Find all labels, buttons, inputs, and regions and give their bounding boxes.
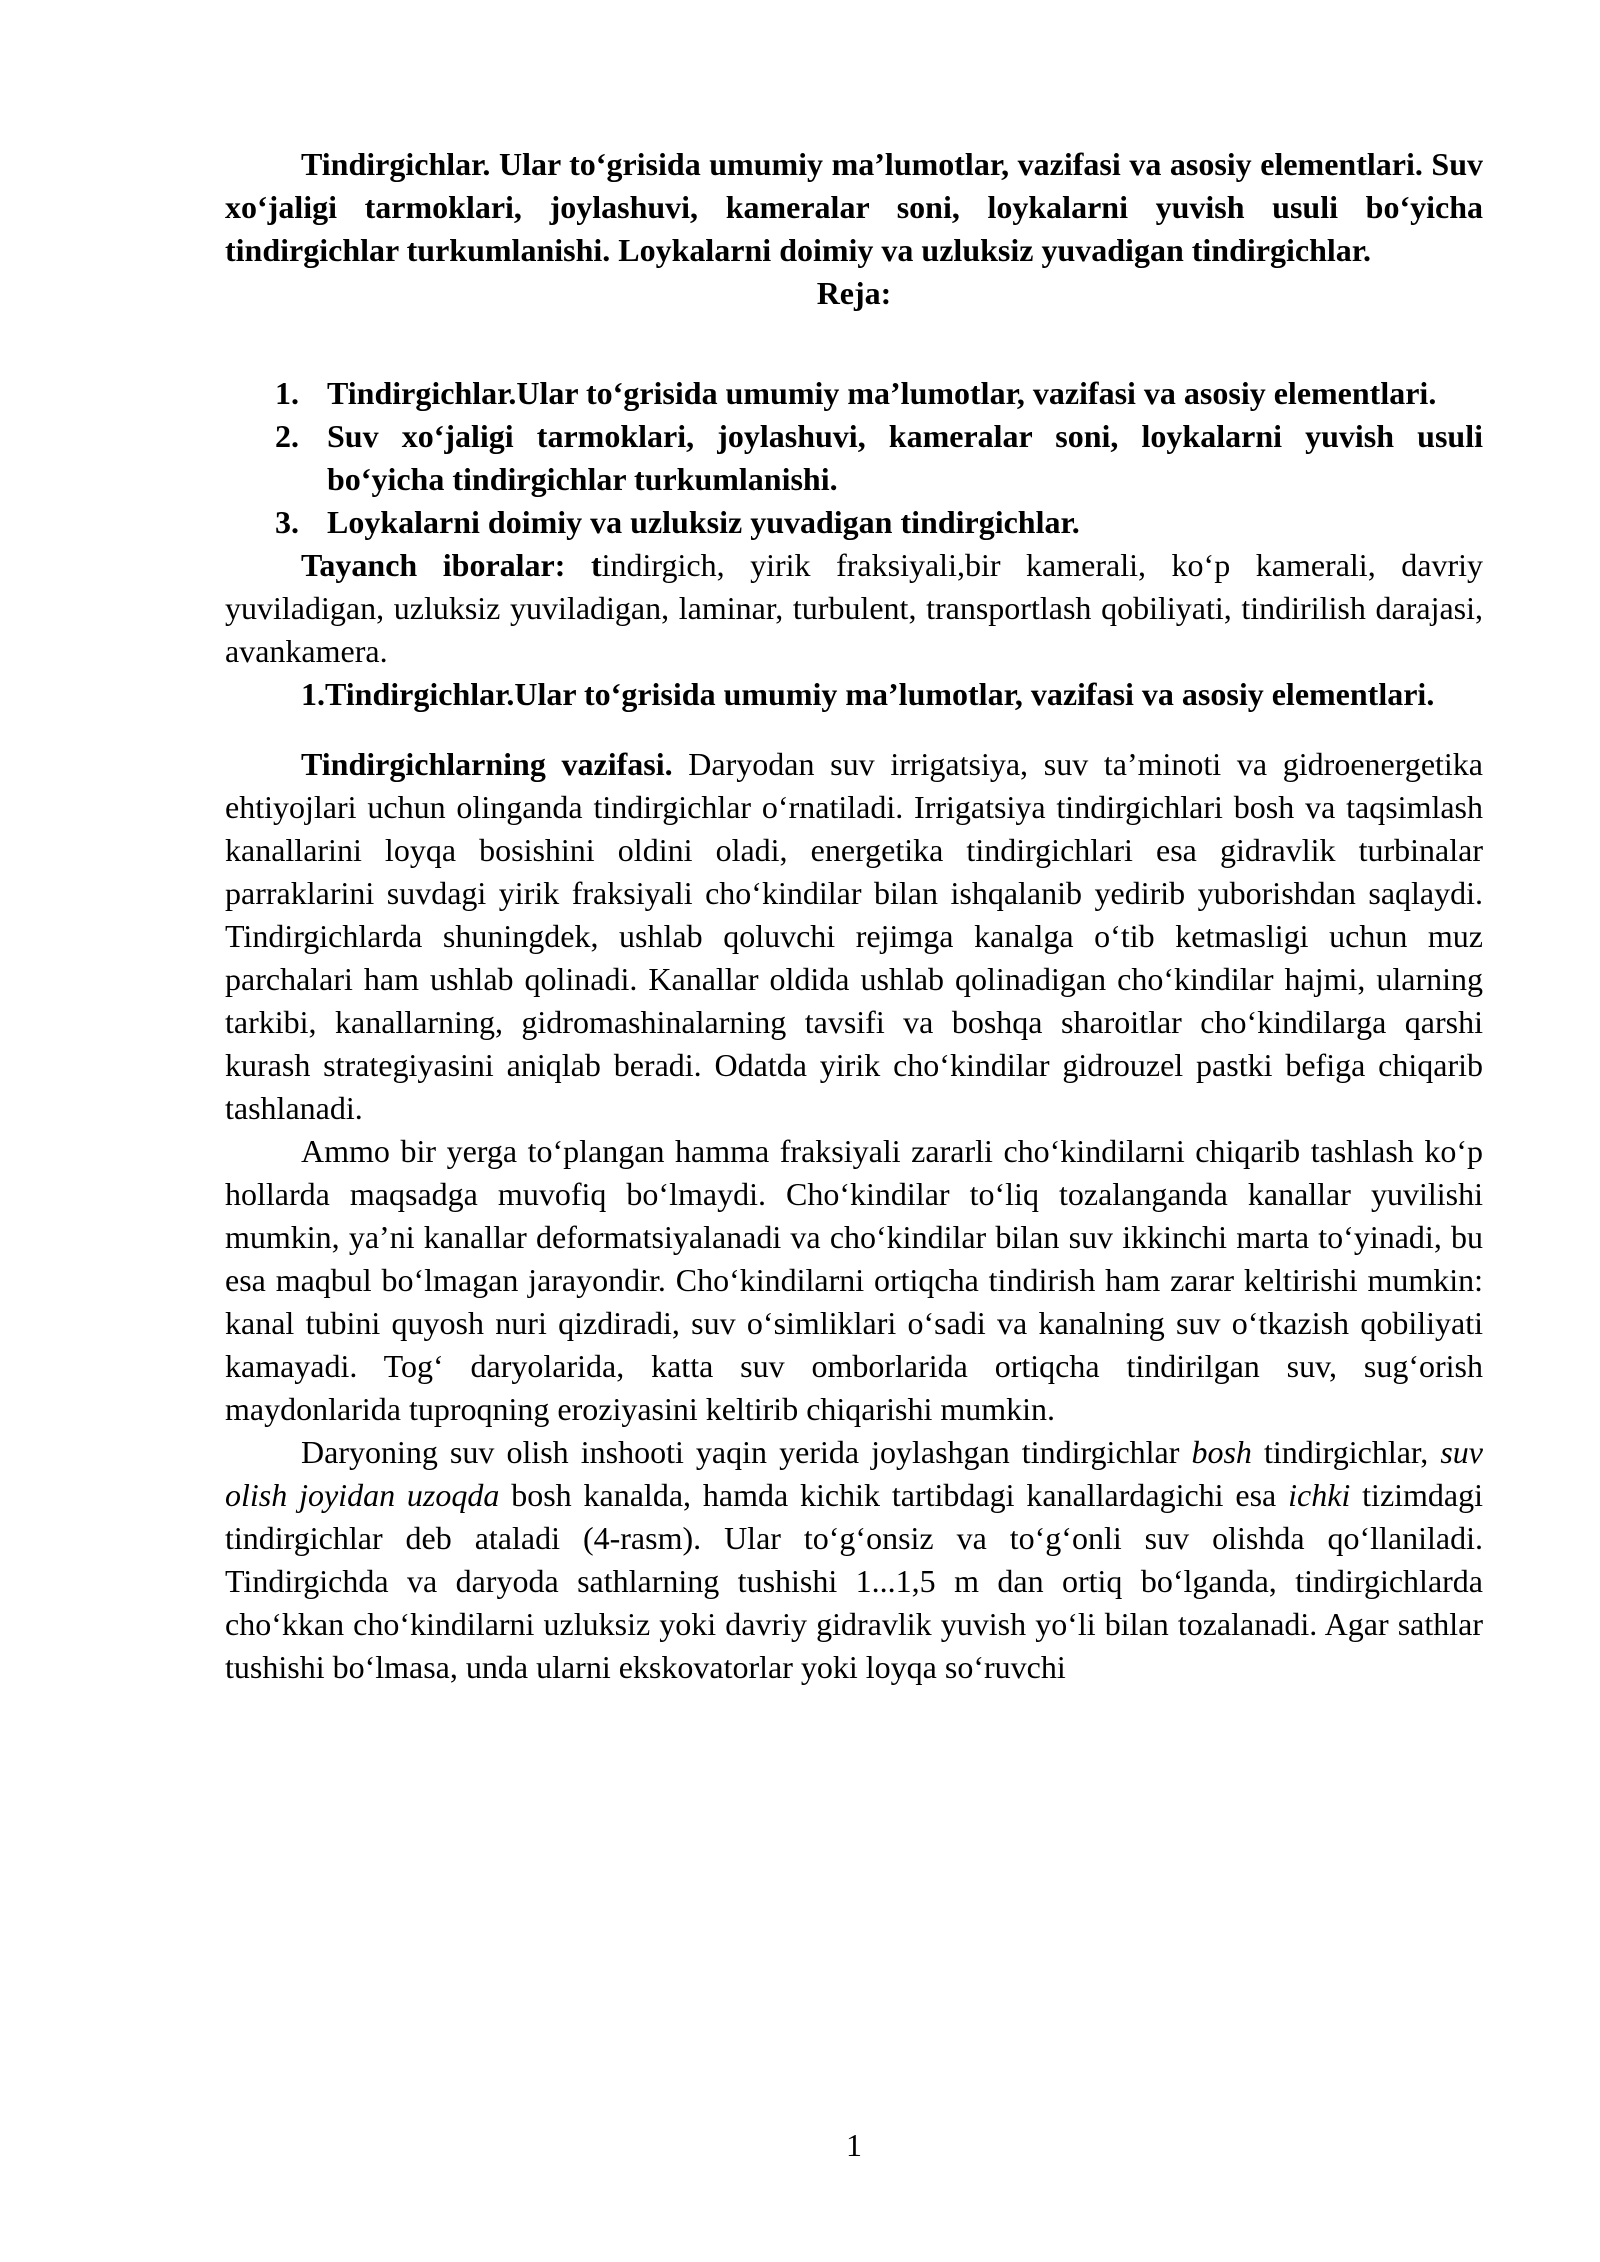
keywords-paragraph: Tayanch iboralar: tindirgich, yirik fraksiyali,bir kamerali, ko‘p kamerali, davriy yuviladigan, uzluksiz yuviladigan, laminar, turbulent, transportlash qobiliyati, tindirilish darajasi, avankamera.: [225, 547, 1483, 669]
list-item-number: 3.: [275, 504, 299, 540]
list-item-text: Suv xo‘jaligi tarmoklari, joylashuvi, kameralar soni, loykalarni yuvish usuli bo‘yicha tindirgichlar turkumlanishi.: [327, 418, 1483, 497]
list-item: [225, 372, 1483, 415]
plan-list: [225, 372, 1483, 544]
body-paragraph: Tindirgichlarning vazifasi. Daryodan suv irrigatsiya, suv ta’minoti va gidroenergetika ehtiyojlari uchun olinganda tindirgichlar o‘rnatiladi. Irrigatsiya tindirgichlari bosh va taqsimlash kanallarini loyqa bosishini oldini oladi, energetika tindirgichlari esa gidravlik turbinalar parraklarini suvdagi yirik fraksiyali cho‘kindilar bilan ishqalanib yedirib yuborishdan saqlaydi. Tindirgichlarda shuningdek, ushlab qoluvchi rejimga kanalga o‘tib ketmasligi uchun muz parchalari ham ushlab qolinadi. Kanallar oldida ushlab qolinadigan cho‘kindilar hajmi, ularning tarkibi, kanallarning, gidromashinalarning tavsifi va boshqa sharoitlar cho‘kindilarga qarshi kurash strategiyasini aniqlab beradi. Odatda yirik cho‘kindilar gidrouzel pastki befiga chiqarib tashlanadi.: [225, 746, 1484, 1126]
body-paragraph: Ammo bir yerga to‘plangan hamma fraksiyali zararli cho‘kindilarni chiqarib tashlash ko‘p hollarda maqsadga muvofiq bo‘lmaydi. Cho‘kindilar to‘liq tozalanganda kanallar yuvilishi mumkin, ya’ni kanallar deformatsiyalanadi va cho‘kindilar bilan suv ikkinchi marta to‘yinadi, bu esa maqbul bo‘lmagan jarayondir. Cho‘kindilarni ortiqcha tindirish ham zarar keltirishi mumkin: kanal tubini quyosh nuri qizdiradi, suv o‘simliklari o‘sadi va kanalning suv o‘tkazish qobiliyati kamayadi. Tog‘ daryolarida, katta suv omborlarida ortiqcha tindirilgan suv, sug‘orish maydonlarida tuproqning eroziyasini keltirib chiqarishi mumkin.: [225, 1133, 1483, 1427]
list-item: [225, 501, 1483, 544]
document-title: Tindirgichlar. Ular to‘grisida umumiy ma’lumotlar, vazifasi va asosiy elementlari. Suv xo‘jaligi tarmoklari, joylashuvi, kameralar soni, loykalarni yuvish usuli bo‘yicha tindirgichlar turkumlanishi. Loykalarni doimiy va uzluksiz yuvadigan tindirgichlar.: [225, 146, 1483, 268]
list-item: [225, 415, 1483, 501]
list-item-number: 1.: [275, 375, 299, 411]
plan-heading: Reja:: [816, 275, 892, 311]
list-item-number: 2.: [275, 418, 299, 454]
list-item-text: Loykalarni doimiy va uzluksiz yuvadigan tindirgichlar.: [327, 504, 1080, 540]
page-number: 1: [846, 2127, 862, 2163]
section-heading: 1.Tindirgichlar.Ular to‘grisida umumiy ma’lumotlar, vazifasi va asosiy elementlari.: [301, 676, 1435, 712]
body-paragraph: Daryoning suv olish inshooti yaqin yerida joylashgan tindirgichlar bosh tindirgichlar, suv olish joyidan uzoqda bosh kanalda, hamda kichik tartibdagi kanallardagichi esa ichki tizimdagi tindirgichlar deb ataladi (4-rasm). Ular to‘g‘onsiz va to‘g‘onli suv olishda qo‘llaniladi. Tindirgichda va daryoda sathlarning tushishi 1...1,5 m dan ortiq bo‘lganda, tindirgichlarda cho‘kkan cho‘kindilarni uzluksiz yoki davriy gidravlik yuvish yo‘li bilan tozalanadi. Agar sathlar tushishi bo‘lmasa, unda ularni ekskovatorlar yoki loyqa so‘ruvchi: [225, 1434, 1484, 1685]
list-item-text: Tindirgichlar.Ular to‘grisida umumiy ma’lumotlar, vazifasi va asosiy elementlari.: [327, 375, 1437, 411]
